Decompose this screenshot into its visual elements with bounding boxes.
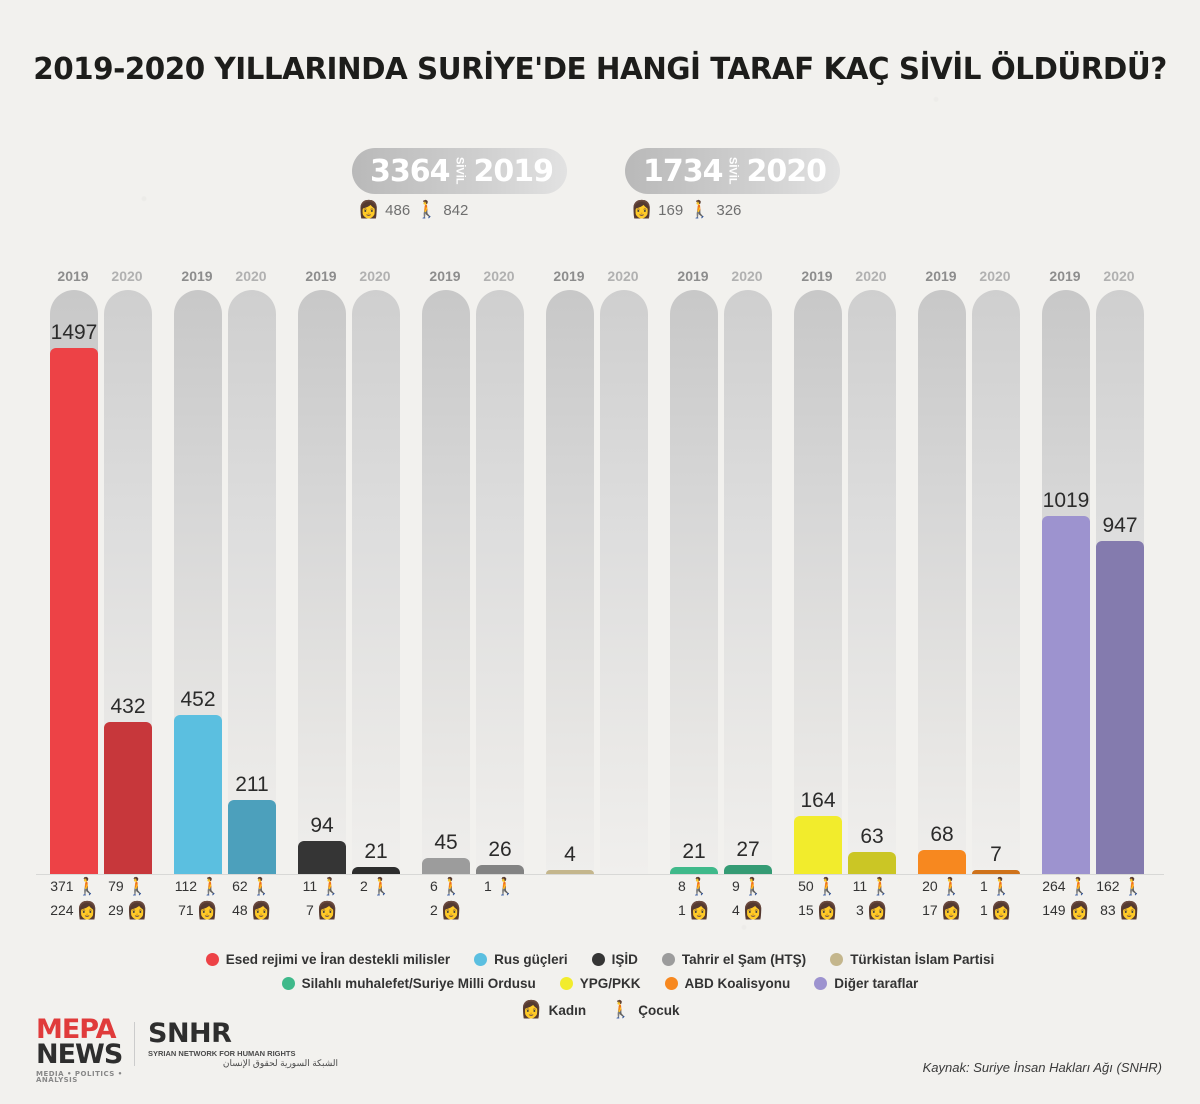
bar-value: 27 <box>736 837 760 861</box>
bar-value: 164 <box>800 789 836 813</box>
woman-icon: 👩 <box>250 900 272 920</box>
group-stats <box>44 874 156 936</box>
stats-2020 <box>710 874 786 922</box>
stats-2020 <box>338 874 414 922</box>
children-count: 20 <box>922 878 938 894</box>
legend-row-1 <box>0 952 1200 967</box>
legend-item[interactable] <box>474 952 568 967</box>
summary-totals <box>0 148 1200 238</box>
child-icon: 🚶 <box>816 876 838 896</box>
group-year-labels <box>1036 268 1148 284</box>
legend-row-3 <box>0 1000 1200 1020</box>
legend-label: Rus güçleri <box>494 952 568 967</box>
children-stat <box>462 874 538 898</box>
bar-group <box>416 268 528 918</box>
mepa-logo-line1: MEPA <box>36 1014 116 1045</box>
summary-2020 <box>625 148 840 220</box>
legend-label: Esed rejimi ve İran destekli milisler <box>225 952 451 967</box>
bar-2019[interactable] <box>918 823 966 874</box>
group-year-2020: 2020 <box>359 268 391 284</box>
women-count: 3 <box>856 902 864 918</box>
bar-2020[interactable] <box>352 839 400 874</box>
legend-label: YPG/PKK <box>579 976 641 991</box>
bar-chart <box>0 268 1200 918</box>
summary-year-2019: 2019 <box>473 153 553 189</box>
women-count: 1 <box>980 902 988 918</box>
group-stats <box>292 874 404 936</box>
child-icon: 🚶 <box>250 876 272 896</box>
group-year-2020: 2020 <box>855 268 887 284</box>
group-year-2019: 2019 <box>801 268 833 284</box>
woman-icon: 👩 <box>688 900 710 920</box>
logo-divider <box>134 1022 135 1066</box>
legend-item[interactable] <box>662 952 806 967</box>
legend-label: Tahrir el Şam (HTŞ) <box>681 952 807 967</box>
stats-2020 <box>214 874 290 922</box>
summary-2019 <box>352 148 567 220</box>
bar-value: 26 <box>488 837 512 861</box>
value-bars <box>912 312 1024 874</box>
group-stats <box>912 874 1024 936</box>
bar-value: 4 <box>564 843 576 866</box>
group-year-labels <box>664 268 776 284</box>
summary-civilian-label-2019: SİVİL <box>453 157 466 185</box>
bar-2020[interactable] <box>104 695 152 874</box>
children-count: 11 <box>852 878 868 894</box>
bar-2020[interactable] <box>1096 514 1144 874</box>
child-icon: 🚶 <box>440 876 462 896</box>
women-stat <box>710 898 786 922</box>
group-year-2019: 2019 <box>1049 268 1081 284</box>
bar-value: 1019 <box>1042 489 1090 513</box>
summary-women-2020: 169 <box>658 201 684 219</box>
summary-breakdown-2019 <box>352 200 567 220</box>
legend-item[interactable] <box>520 1000 586 1020</box>
group-year-2020: 2020 <box>607 268 639 284</box>
legend-item[interactable] <box>592 952 638 967</box>
woman-icon: 👩 <box>990 900 1012 920</box>
women-count: 71 <box>178 902 194 918</box>
group-year-2019: 2019 <box>57 268 89 284</box>
bar-2020[interactable] <box>848 824 896 874</box>
bar-group <box>788 268 900 918</box>
bar-value: 21 <box>682 839 706 863</box>
legend-item[interactable] <box>610 1000 679 1020</box>
woman-icon: 👩 <box>76 900 98 920</box>
stats-2020 <box>1082 874 1158 922</box>
bar-value: 1497 <box>50 321 98 345</box>
child-icon: 🚶 <box>1068 876 1090 896</box>
child-icon: 🚶 <box>742 876 764 896</box>
bar-2019[interactable] <box>670 839 718 874</box>
children-count: 371 <box>50 878 74 894</box>
women-count: 15 <box>798 902 814 918</box>
child-icon: 🚶 <box>200 876 222 896</box>
summary-year-2020: 2020 <box>746 153 826 189</box>
summary-women-2019: 486 <box>385 201 411 219</box>
child-icon: 🚶 <box>610 1000 632 1019</box>
group-year-2020: 2020 <box>731 268 763 284</box>
group-year-2020: 2020 <box>111 268 143 284</box>
group-year-2019: 2019 <box>677 268 709 284</box>
child-icon: 🚶 <box>689 200 711 219</box>
bar-value: 947 <box>1102 514 1138 538</box>
bar-2019[interactable] <box>174 688 222 874</box>
children-stat <box>834 874 910 898</box>
snhr-logo-line1: SNHR <box>148 1018 232 1049</box>
group-year-2019: 2019 <box>305 268 337 284</box>
children-count: 264 <box>1042 878 1066 894</box>
children-count: 11 <box>302 878 318 894</box>
woman-icon: 👩 <box>358 200 380 219</box>
value-bars <box>292 312 404 874</box>
women-count: 83 <box>1100 902 1116 918</box>
woman-icon: 👩 <box>742 900 764 920</box>
legend-color-swatch <box>662 953 675 966</box>
group-year-labels <box>292 268 404 284</box>
legend-item[interactable] <box>282 976 536 991</box>
bar-group <box>912 268 1024 918</box>
children-count: 112 <box>174 878 198 894</box>
children-count: 50 <box>798 878 814 894</box>
group-year-2019: 2019 <box>429 268 461 284</box>
value-bars <box>168 312 280 874</box>
snhr-logo-line2: SYRIAN NETWORK FOR HUMAN RIGHTS <box>148 1049 296 1058</box>
child-icon: 🚶 <box>1122 876 1144 896</box>
legend-color-swatch <box>592 953 605 966</box>
children-count: 1 <box>980 878 988 894</box>
children-count: 1 <box>484 878 492 894</box>
group-stats <box>788 874 900 936</box>
mepa-logo-tagline: MEDIA • POLITICS • ANALYSIS <box>36 1069 123 1085</box>
bar-group <box>664 268 776 918</box>
bar-2020[interactable] <box>724 837 772 874</box>
children-stat <box>710 874 786 898</box>
group-stats <box>1036 874 1148 936</box>
summary-children-2020: 326 <box>716 201 742 219</box>
summary-pill-2019 <box>352 148 567 194</box>
value-bars <box>664 312 776 874</box>
group-stats <box>416 874 528 936</box>
group-year-2020: 2020 <box>235 268 267 284</box>
bar-group <box>44 268 156 918</box>
summary-total-2019: 3364 <box>370 153 450 189</box>
woman-icon: 👩 <box>816 900 838 920</box>
legend-color-swatch <box>665 977 678 990</box>
legend-color-swatch <box>814 977 827 990</box>
legend-item[interactable] <box>814 976 918 991</box>
group-stats <box>168 874 280 936</box>
woman-icon: 👩 <box>316 900 338 920</box>
group-year-2020: 2020 <box>483 268 515 284</box>
women-count: 149 <box>1042 902 1066 918</box>
group-stats <box>664 874 776 936</box>
children-count: 162 <box>1096 878 1120 894</box>
legend-label: Çocuk <box>638 1002 680 1018</box>
group-year-2020: 2020 <box>1103 268 1135 284</box>
women-count: 2 <box>430 902 438 918</box>
women-count: 1 <box>678 902 686 918</box>
value-bars <box>788 312 900 874</box>
bar-value: 211 <box>235 772 269 796</box>
children-stat <box>214 874 290 898</box>
bar-group <box>1036 268 1148 918</box>
stats-2020 <box>462 874 538 922</box>
bar-2019[interactable] <box>422 831 470 874</box>
bar-group <box>292 268 404 918</box>
woman-icon: 👩 <box>866 900 888 920</box>
children-count: 62 <box>232 878 248 894</box>
summary-pill-2020 <box>625 148 840 194</box>
bar-2019[interactable] <box>794 789 842 874</box>
stats-2020 <box>90 874 166 922</box>
bar-group <box>168 268 280 918</box>
child-icon: 🚶 <box>416 200 438 219</box>
bar-value: 432 <box>110 695 146 719</box>
women-count: 4 <box>732 902 740 918</box>
children-count: 8 <box>678 878 686 894</box>
value-bars <box>416 312 528 874</box>
women-stat <box>338 898 414 922</box>
woman-icon: 👩 <box>440 900 462 920</box>
summary-civilian-label-2020: SİVİL <box>726 157 739 185</box>
group-year-labels <box>416 268 528 284</box>
woman-icon: 👩 <box>196 900 218 920</box>
bar-2019[interactable] <box>298 813 346 874</box>
children-stat <box>958 874 1034 898</box>
child-icon: 🚶 <box>320 876 342 896</box>
group-year-2019: 2019 <box>925 268 957 284</box>
snhr-logo-line3: الشبكة السورية لحقوق الإنسان <box>222 1058 338 1068</box>
legend-item[interactable] <box>206 952 450 967</box>
woman-icon: 👩 <box>940 900 962 920</box>
children-count: 6 <box>430 878 438 894</box>
group-year-labels <box>912 268 1024 284</box>
legend-label: IŞİD <box>611 952 638 967</box>
bar-2020[interactable] <box>476 837 524 874</box>
children-stat <box>338 874 414 898</box>
value-bars <box>540 312 652 874</box>
woman-icon: 👩 <box>1118 900 1140 920</box>
group-stats <box>540 874 652 936</box>
value-bars <box>44 312 156 874</box>
women-count: 224 <box>50 902 74 918</box>
stats-2020 <box>586 874 662 922</box>
bar-value: 452 <box>180 688 216 712</box>
legend-item[interactable] <box>560 976 641 991</box>
stats-2020 <box>834 874 910 922</box>
bar-value: 45 <box>434 831 458 855</box>
women-stat <box>1082 898 1158 922</box>
legend-label: Diğer taraflar <box>834 976 919 991</box>
bar-2020[interactable] <box>228 772 276 874</box>
summary-total-2020: 1734 <box>643 153 723 189</box>
children-count: 9 <box>732 878 740 894</box>
group-year-labels <box>540 268 652 284</box>
child-icon: 🚶 <box>126 876 148 896</box>
children-count: 2 <box>360 878 368 894</box>
women-count: 7 <box>306 902 314 918</box>
group-year-2019: 2019 <box>553 268 585 284</box>
children-count: 79 <box>108 878 124 894</box>
mepa-logo-line2: NEWS <box>36 1038 123 1070</box>
mepa-news-logo <box>36 1014 146 1085</box>
legend-color-swatch <box>206 953 219 966</box>
legend-color-swatch <box>474 953 487 966</box>
child-icon: 🚶 <box>76 876 98 896</box>
children-stat <box>90 874 166 898</box>
woman-icon: 👩 <box>1068 900 1090 920</box>
child-icon: 🚶 <box>688 876 710 896</box>
women-stat <box>462 898 538 922</box>
summary-breakdown-2020 <box>625 200 840 220</box>
child-icon: 🚶 <box>870 876 892 896</box>
women-stat <box>586 898 662 922</box>
woman-icon: 👩 <box>631 200 653 219</box>
bar-value: 63 <box>860 824 884 848</box>
legend-row-2 <box>0 976 1200 991</box>
legend-label: Silahlı muhalefet/Suriye Milli Ordusu <box>301 976 536 991</box>
snhr-logo <box>148 1018 338 1069</box>
stats-2020 <box>958 874 1034 922</box>
legend-color-swatch <box>560 977 573 990</box>
page-title: 2019-2020 YILLARINDA SURİYE'DE HANGİ TARAF KAÇ SİVİL ÖLDÜRDÜ? <box>33 52 1167 87</box>
women-count: 48 <box>232 902 248 918</box>
bar-value: 94 <box>310 813 334 837</box>
legend-label: Kadın <box>548 1002 587 1018</box>
child-icon: 🚶 <box>990 876 1012 896</box>
summary-children-2019: 842 <box>443 201 469 219</box>
group-year-labels <box>44 268 156 284</box>
source-note: Kaynak: Suriye İnsan Hakları Ağı (SNHR) <box>922 1060 1162 1075</box>
children-stat <box>1082 874 1158 898</box>
bar-value: 7 <box>990 843 1002 866</box>
value-bars <box>1036 312 1148 874</box>
legend-label: Türkistan İslam Partisi <box>850 952 995 967</box>
women-stat <box>90 898 166 922</box>
women-stat <box>214 898 290 922</box>
bar-group <box>540 268 652 918</box>
women-stat <box>834 898 910 922</box>
child-icon: 🚶 <box>370 876 392 896</box>
women-count: 17 <box>922 902 938 918</box>
group-year-labels <box>168 268 280 284</box>
bar-value: 21 <box>364 839 388 863</box>
group-year-labels <box>788 268 900 284</box>
bar-2019[interactable] <box>50 321 98 874</box>
child-icon: 🚶 <box>940 876 962 896</box>
legend-color-swatch <box>282 977 295 990</box>
women-count: 29 <box>108 902 124 918</box>
woman-icon: 👩 <box>520 1000 542 1019</box>
women-stat <box>958 898 1034 922</box>
legend-item[interactable] <box>830 952 994 967</box>
children-stat <box>586 874 662 898</box>
legend-item[interactable] <box>665 976 791 991</box>
legend-label: ABD Koalisyonu <box>684 976 791 991</box>
bar-value: 68 <box>930 823 954 847</box>
bar-2019[interactable] <box>1042 489 1090 874</box>
group-year-2019: 2019 <box>181 268 213 284</box>
chart-baseline <box>36 874 1164 875</box>
legend-color-swatch <box>830 953 843 966</box>
woman-icon: 👩 <box>126 900 148 920</box>
group-year-2020: 2020 <box>979 268 1011 284</box>
child-icon: 🚶 <box>494 876 516 896</box>
